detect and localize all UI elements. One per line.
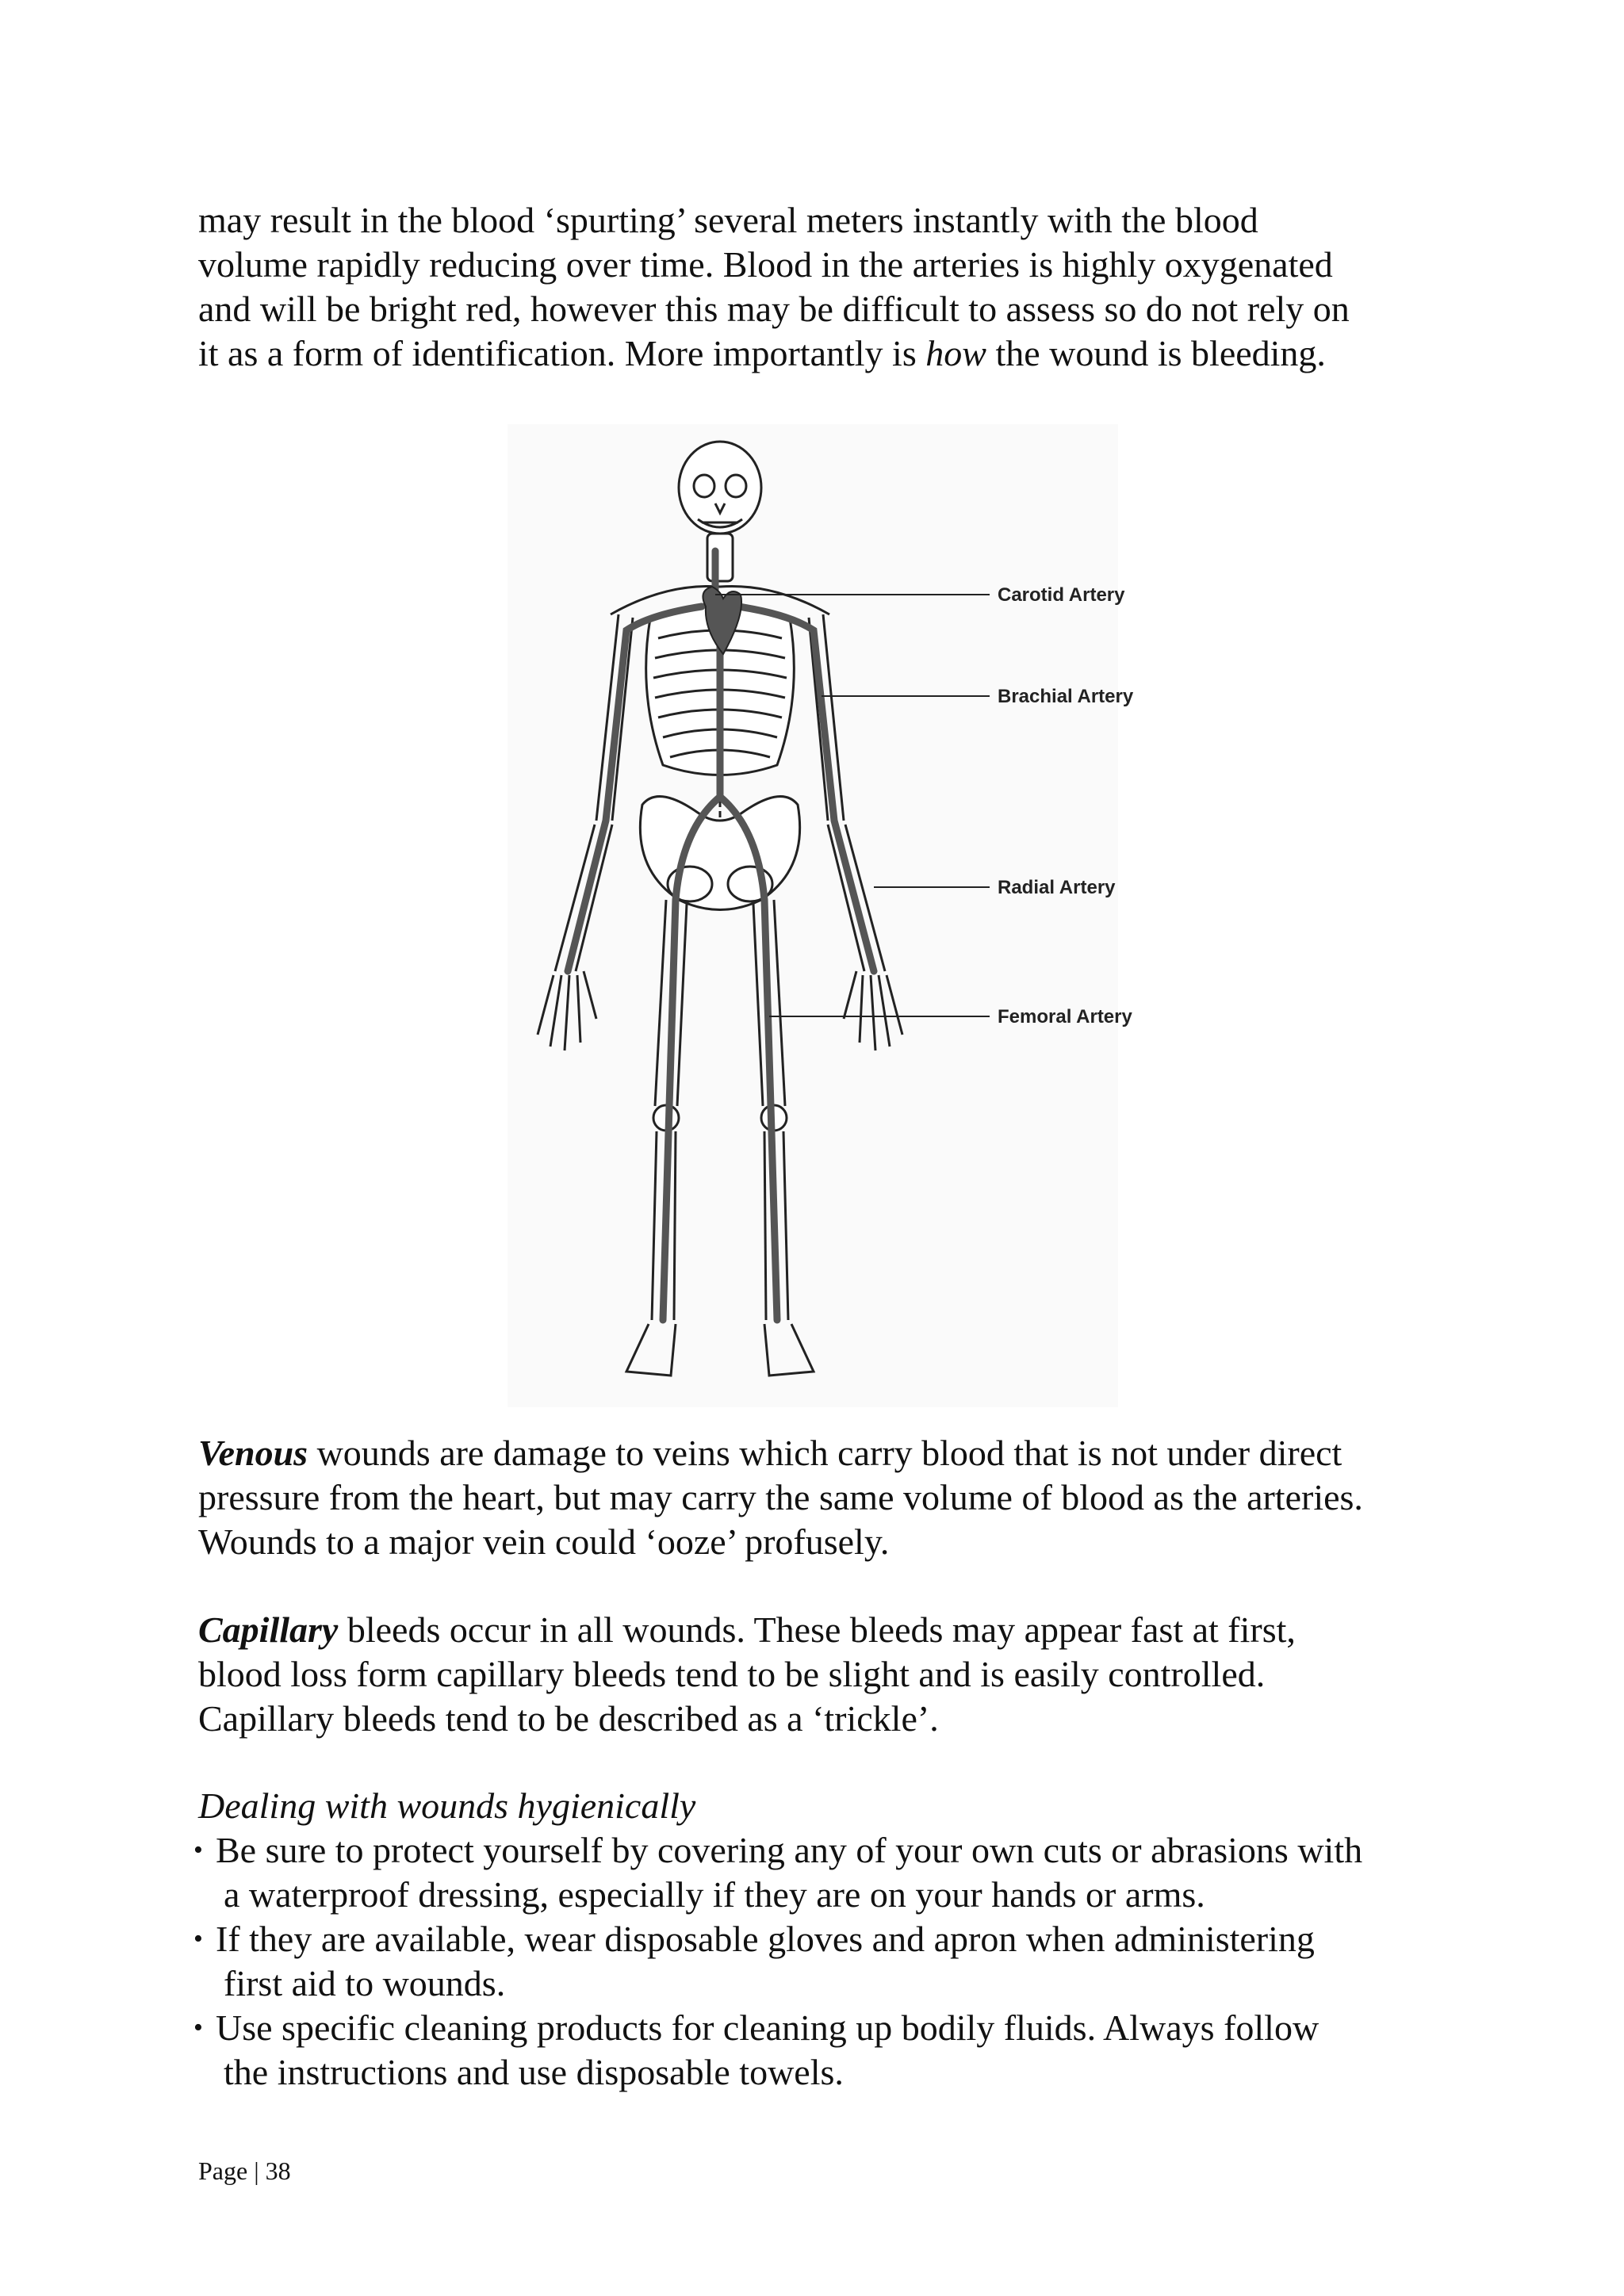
label-femoral-artery: Femoral Artery — [998, 1006, 1132, 1027]
venous-line: Wounds to a major vein could ‘ooze’ profusely. — [198, 1521, 890, 1562]
list-item: • If they are available, wear disposable gloves and apron when administering first aid to wounds. — [193, 1919, 1315, 2003]
page-number: Page | 38 — [198, 2156, 291, 2185]
intro-line: may result in the blood ‘spurting’ several meters instantly with the blood — [198, 200, 1258, 240]
term-venous: Venous — [198, 1433, 308, 1473]
capillary-line: Capillary bleeds tend to be described as a ‘trickle’. — [198, 1698, 939, 1739]
arteries-figure — [508, 424, 1134, 1407]
bullet-icon: • — [193, 1924, 203, 1954]
skeleton-illustration — [508, 424, 1134, 1407]
bullet-icon: • — [193, 2013, 203, 2042]
intro-paragraph — [198, 198, 1451, 376]
term-capillary: Capillary — [198, 1609, 339, 1650]
intro-line-last: it as a form of identification. More importantly is how the wound is bleeding. — [198, 333, 1326, 373]
label-brachial-artery: Brachial Artery — [998, 686, 1134, 707]
hygiene-heading: Dealing with wounds hygienically — [198, 1785, 696, 1826]
capillary-line-first: Capillary bleeds occur in all wounds. These bleeds may appear fast at first, — [198, 1609, 1296, 1650]
list-item: • Use specific cleaning products for cleaning up bodily fluids. Always follow the instructions and use disposable towels. — [193, 2007, 1320, 2092]
label-radial-artery: Radial Artery — [998, 877, 1116, 898]
intro-line: volume rapidly reducing over time. Blood in the arteries is highly oxygenated — [198, 244, 1333, 285]
venous-line-first: Venous wounds are damage to veins which carry blood that is not under direct — [198, 1433, 1342, 1473]
intro-line: and will be bright red, however this may be difficult to assess so do not rely on — [198, 289, 1350, 329]
emphasis-how: how — [925, 333, 986, 373]
label-carotid-artery: Carotid Artery — [998, 584, 1125, 606]
capillary-line: blood loss form capillary bleeds tend to be slight and is easily controlled. — [198, 1654, 1266, 1694]
capillary-paragraph — [198, 1608, 1451, 1741]
venous-paragraph — [198, 1431, 1451, 1564]
bullet-icon: • — [193, 1835, 203, 1865]
list-item: • Be sure to protect yourself by covering any of your own cuts or abrasions with a waterproof dressing, especially if they are on your hands or arms. — [193, 1830, 1363, 1915]
venous-line: pressure from the heart, but may carry the same volume of blood as the arteries. — [198, 1477, 1363, 1517]
hygiene-list — [193, 1828, 1362, 2095]
